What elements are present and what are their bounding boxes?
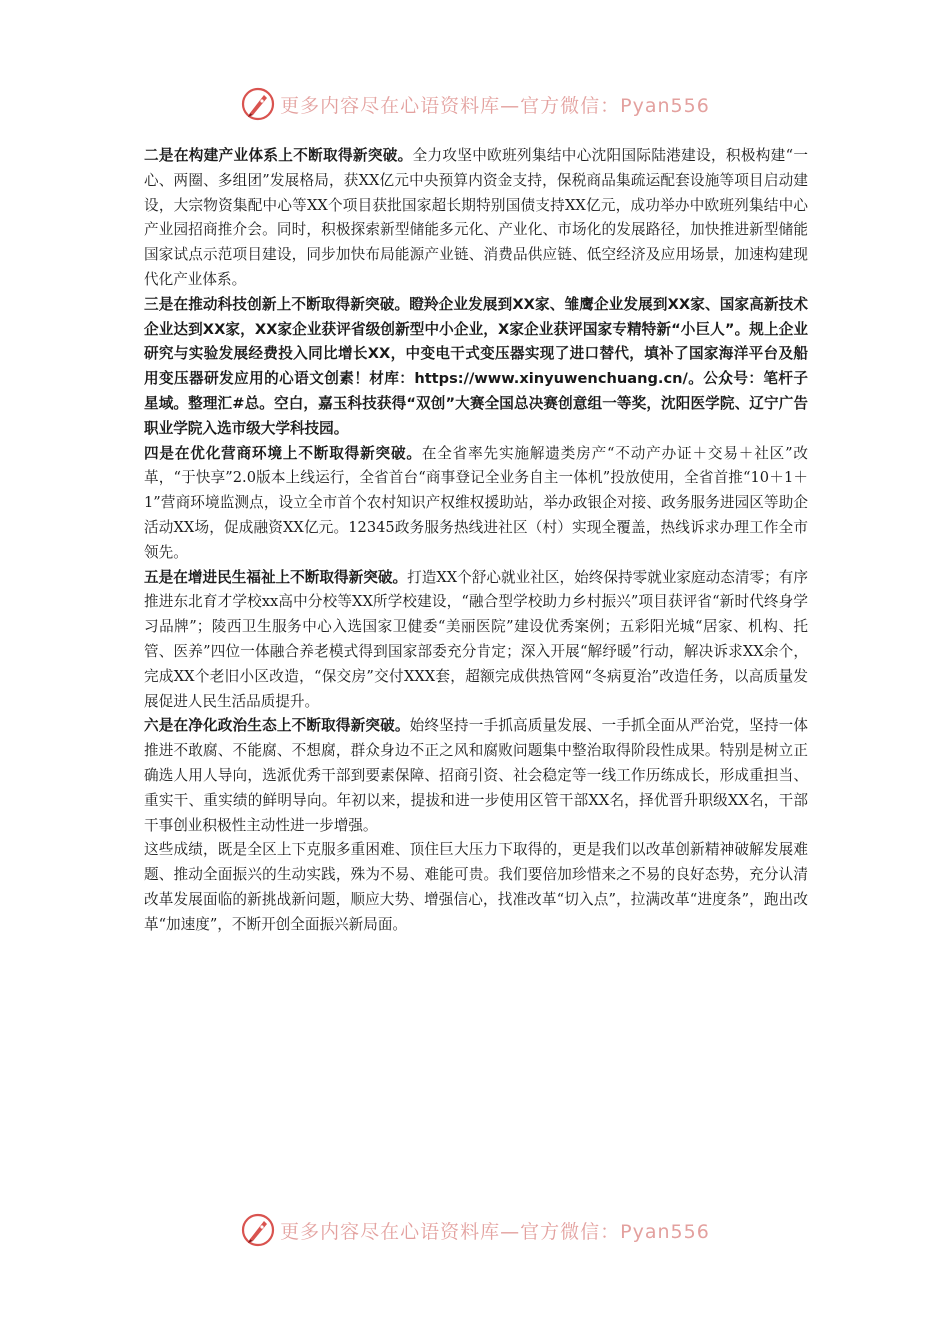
paragraph-innovation — [144, 293, 808, 442]
paragraph-body: 瞪羚企业发展到XX家、雏鹰企业发展到XX家、国家高新技术企业达到XX家，XX家企业获评省级创新型中小企业，X家企业获评国家专精特新“小巨人”。规上企业研究与实验发展经费投入同比增长XX，中变电干式变压器实现了进口替代，填补了国家海洋平台及船用变压器研发应用的心语文创素！材库：https://www.xinyuwenchuang.cn/。公众号：笔杆子星域。整理汇#总。空白，嘉玉科技获得“双创”大赛全国总决赛创意组一等奖，沈阳医学院、辽宁广告职业学院入选市级大学科技园。 — [144, 295, 808, 437]
pen-nib-logo-icon — [240, 86, 276, 122]
paragraph-lead: 六是在净化政治生态上不断取得新突破。 — [144, 717, 410, 735]
footer-banner — [0, 1210, 950, 1250]
banner-text: 更多内容尽在心语资料库—官方微信：Pyan556 — [280, 94, 710, 117]
paragraph-conclusion — [144, 838, 808, 937]
document-body — [144, 144, 808, 938]
paragraph-livelihood — [144, 566, 808, 715]
paragraph-body: 这些成绩，既是全区上下克服多重困难、顶住巨大压力下取得的，更是我们以改革创新精神破解发展难题、推动全面振兴的生动实践，殊为不易、难能可贵。我们要倍加珍惜来之不易的良好态势，充分认清改革发展面临的新挑战新问题，顺应大势、增强信心，找准改革“切入点”，拉满改革“进度条”，跑出改革“加速度”，不断开创全面振兴新局面。 — [144, 841, 808, 933]
paragraph-body: 打造XX个舒心就业社区，始终保持零就业家庭动态清零；有序推进东北育才学校xx高中分校等XX所学校建设，“融合型学校助力乡村振兴”项目获评省“新时代终身学习品牌”；陵西卫生服务中心入选国家卫健委“美丽医院”建设优秀案例；五彩阳光城“居家、机构、托管、医养”四位一体融合养老模式得到国家部委充分肯定；深入开展“解纾暖”行动，解决诉求XX余个，完成XX个老旧小区改造，“保交房”交付XXX套，超额完成供热管网“冬病夏治”改造任务，以高质量发展促进人民生活品质提升。 — [144, 568, 808, 710]
pen-nib-logo-icon — [240, 1212, 276, 1248]
paragraph-lead: 二是在构建产业体系上不断取得新突破。 — [144, 147, 413, 164]
paragraph-body: 在全省率先实施解遗类房产“不动产办证＋交易＋社区”改革，“于快享”2.0版本上线运行，全省首台“商事登记全业务自主一体机”投放使用，全省首推“10＋1＋1”营商环境监测点，设立全市首个农村知识产权维权援助站，举办政银企对接、政务服务进园区等助企活动XX场，促成融资XX亿元。12345政务服务热线进社区（村）实现全覆盖，热线诉求办理工作全市领先。 — [144, 444, 808, 561]
paragraph-body: 全力攻坚中欧班列集结中心沈阳国际陆港建设，积极构建“一心、两圈、多组团”发展格局，获XX亿元中央预算内资金支持，保税商品集疏运配套设施等项目启动建设，大宗物资集配中心等XX个项目获批国家超长期特别国债支持XX亿元，成功举办中欧班列集结中心产业园招商推介会。同时，积极探索新型储能多元化、产业化、市场化的发展路径，加快推进新型储能国家试点示范项目建设，同步加快布局能源产业链、消费品供应链、低空经济及应用场景，加速构建现代化产业体系。 — [144, 147, 808, 288]
paragraph-industry — [144, 144, 808, 293]
paragraph-body: 始终坚持一手抓高质量发展、一手抓全面从严治党，坚持一体推进不敢腐、不能腐、不想腐，群众身边不正之风和腐败问题集中整治取得阶段性成果。特别是树立正确选人用人导向，选派优秀干部到要素保障、招商引资、社会稳定等一线工作历练成长，形成重担当、重实干、重实绩的鲜明导向。年初以来，提拔和进一步使用区管干部XX名，择优晋升职级XX名，干部干事创业积极性主动性进一步增强。 — [144, 717, 808, 834]
header-banner — [0, 84, 950, 124]
paragraph-lead: 三是在推动科技创新上不断取得新突破。 — [144, 295, 410, 313]
paragraph-political-ecology — [144, 714, 808, 838]
banner-text: 更多内容尽在心语资料库—官方微信：Pyan556 — [280, 1220, 710, 1243]
paragraph-lead: 四是在优化营商环境上不断取得新突破。 — [144, 444, 422, 462]
paragraph-business-environment — [144, 442, 808, 566]
paragraph-lead: 五是在增进民生福祉上不断取得新突破。 — [144, 568, 408, 586]
